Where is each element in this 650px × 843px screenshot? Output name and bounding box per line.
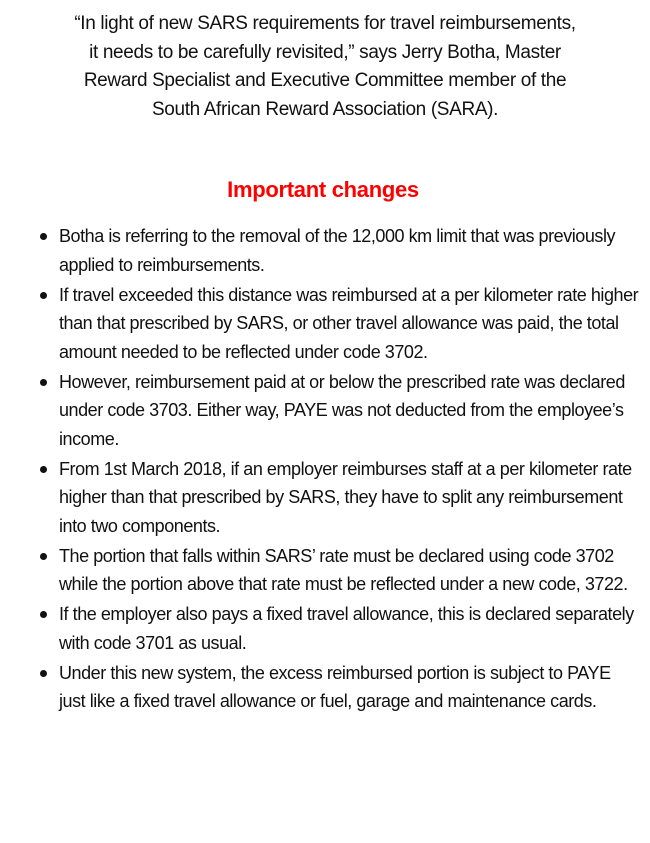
bullet-dot-icon [40,233,47,240]
bullet-list [0,222,640,717]
list-item [0,659,640,716]
list-item [0,455,640,541]
list-item-text: From 1st March 2018, if an employer reimburses staff at a per kilometer rate higher than that prescribed by SARS, they have to split any reimbursement into two components. [59,458,632,536]
list-item-text: If travel exceeded this distance was reimbursed at a per kilometer rate higher than that prescribed by SARS, or other travel allowance was paid, the total amount needed to be reflected under code 3702. [59,284,639,362]
list-item [0,368,640,454]
bullet-dot-icon [40,553,47,560]
bullet-dot-icon [40,611,47,618]
section-heading: Important changes [227,177,419,202]
intro-line: it needs to be carefully revisited,” says Jerry Botha, Master [89,41,561,63]
intro-line: “In light of new SARS requirements for travel reimbursements, [74,13,576,34]
list-item-text: If the employer also pays a fixed travel allowance, this is declared separately with code 3701 as usual. [59,604,634,653]
bullet-dot-icon [40,670,47,677]
intro-line: South African Reward Association (SARA). [151,98,499,120]
list-item [0,600,640,657]
list-item-text: The portion that falls within SARS’ rate must be declared using code 3702 while the portion above that rate must be reflected under a new code, 3722. [59,545,628,594]
list-item-text: However, reimbursement paid at or below the prescribed rate was declared under code 3703. Either way, PAYE was not deducted from the employee’s income. [59,371,625,449]
list-item-text: Botha is referring to the removal of the 12,000 km limit that was previously applied to reimbursements. [59,226,616,275]
intro-quote [10,10,640,124]
bullet-dot-icon [40,292,47,299]
intro-line: Reward Specialist and Executive Committee member of the [83,70,567,91]
list-item [0,281,640,367]
list-item [0,222,640,279]
bullet-dot-icon [40,379,47,386]
list-item-text: Under this new system, the excess reimbursed portion is subject to PAYE just like a fixed travel allowance or fuel, garage and maintenance cards. [59,662,611,711]
list-item [0,542,640,599]
bullet-dot-icon [40,466,47,473]
